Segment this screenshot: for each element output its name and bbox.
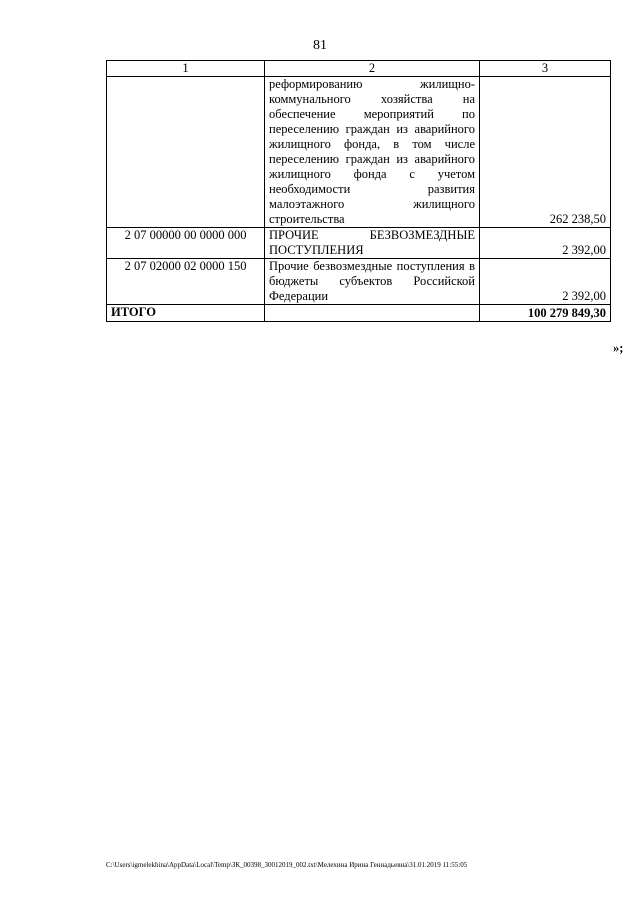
- page-number: 81: [313, 38, 327, 53]
- total-label: ИТОГО: [107, 305, 265, 322]
- total-empty-cell: [265, 305, 480, 322]
- table-row: [107, 228, 611, 259]
- row-description: ПРОЧИЕ БЕЗВОЗМЕЗДНЫЕ ПОСТУПЛЕНИЯ: [265, 228, 480, 259]
- row-amount: 262 238,50: [480, 77, 611, 228]
- total-row: [107, 305, 611, 322]
- budget-table: [106, 60, 611, 322]
- row-code: [107, 77, 265, 228]
- row-code: 2 07 02000 02 0000 150: [107, 259, 265, 305]
- row-description: реформированию жилищно-коммунального хозяйства на обеспечение мероприятий по переселению граждан из аварийного жилищного фонда, в том числе переселению граждан из аварийного жилищного фонда с учетом необходимости развития малоэтажного жилищного строительства: [265, 77, 480, 228]
- row-code: 2 07 00000 00 0000 000: [107, 228, 265, 259]
- column-header-3: 3: [480, 61, 611, 77]
- table-header-row: [107, 61, 611, 77]
- column-header-2: 2: [265, 61, 480, 77]
- row-amount: 2 392,00: [480, 228, 611, 259]
- row-amount: 2 392,00: [480, 259, 611, 305]
- table-row: [107, 77, 611, 228]
- footer-file-path: C:\Users\igmelekhina\AppData\Local\Temp\ЗК_00398_30012019_002.txt\Мелехина Ирина Геннадьевна\31.01.2019 11:55:05: [106, 861, 468, 869]
- table-row: [107, 259, 611, 305]
- column-header-1: 1: [107, 61, 265, 77]
- total-amount: 100 279 849,30: [480, 305, 611, 322]
- closing-quote-suffix: »;: [613, 341, 624, 355]
- row-description: Прочие безвозмездные поступления в бюджеты субъектов Российской Федерации: [265, 259, 480, 305]
